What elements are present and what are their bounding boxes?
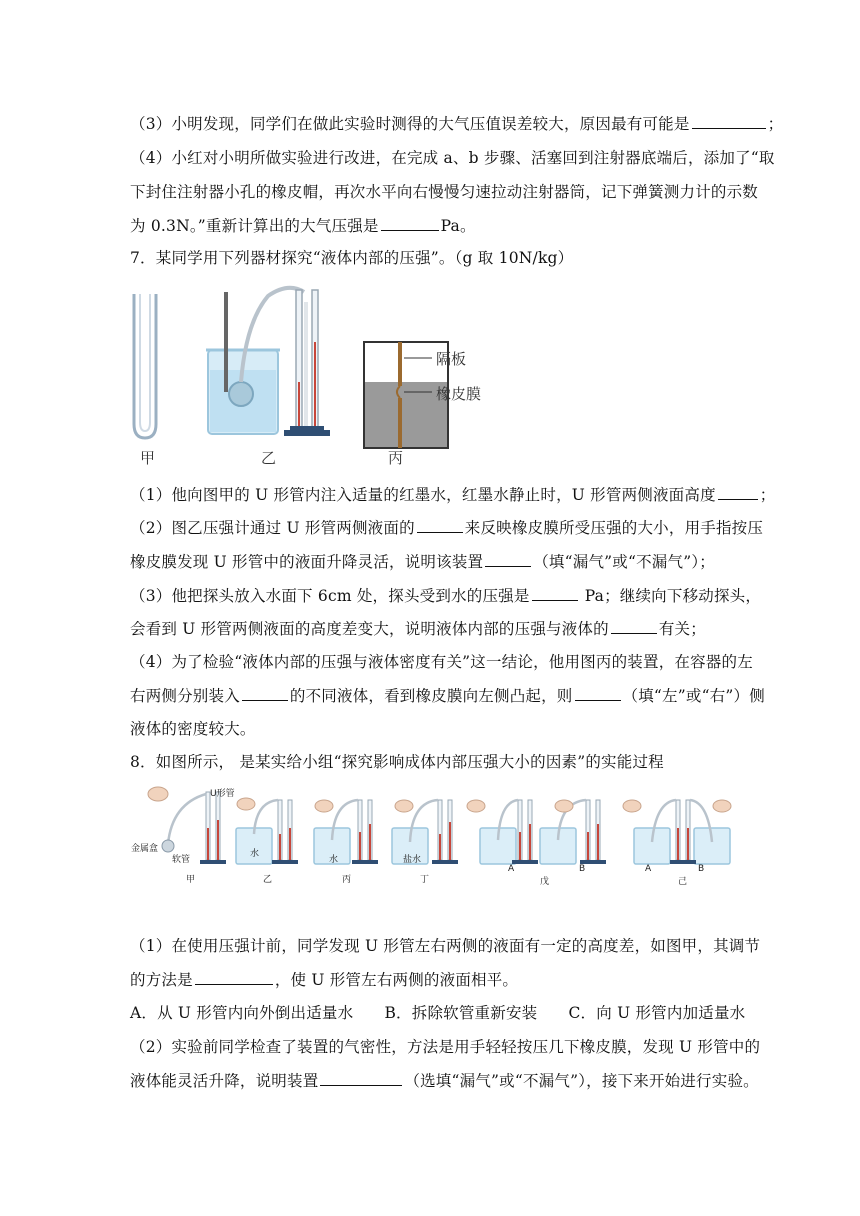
q7-part4-line1: （4）为了检验“液体内部的压强与液体密度有关”这一结论，他用图丙的装置，在容器的左 bbox=[130, 653, 753, 671]
label-a-wu: A bbox=[508, 864, 515, 874]
answer-blank[interactable] bbox=[611, 617, 657, 634]
caption-ding: 丁 bbox=[420, 875, 430, 885]
answer-blank[interactable] bbox=[320, 1069, 402, 1086]
caption-wu: 戊 bbox=[540, 877, 550, 887]
fig-label-geban: 隔板 bbox=[436, 350, 467, 368]
label-salt-water: 盐水 bbox=[403, 855, 422, 865]
q7-part2-line1: （2）图乙压强计通过 U 形管两侧液面的 来反映橡皮膜所受压强的大小，用手指按压 bbox=[130, 516, 763, 539]
pressure-gauge-yi bbox=[206, 288, 330, 436]
q8-part1-line2: 的方法是 ，使 U 形管左右两侧的液面相平。 bbox=[130, 968, 518, 991]
q7-part2-line2: 橡皮膜发现 U 形管中的液面升降灵活，说明该装置 （填“漏气”或“不漏气”）； bbox=[130, 550, 715, 573]
q7-part3-line1: （3）他把探头放入水面下 6cm 处，探头受到水的压强是 Pa；继续向下移动探头， bbox=[130, 584, 761, 607]
q6-part4-line1: （4）小红对小明所做实验进行改进，在完成 a、b 步骤、活塞回到注射器底端后，添加了“取 bbox=[130, 149, 775, 167]
q7-part4-line2: 右两侧分别装入 的不同液体，看到橡皮膜向左侧凸起，则 （填“左”或“右”）侧 bbox=[130, 684, 765, 707]
q7-title: 7．某同学用下列器材探究“液体内部的压强”。（g 取 10N/kg） bbox=[130, 249, 574, 267]
label-hose: 软管 bbox=[172, 855, 191, 865]
label-b-wu: B bbox=[579, 864, 586, 874]
q6-part4-line3: 为 0.3N。”重新计算出的大气压强是 Pa。 bbox=[130, 214, 476, 237]
q8-part1-line1: （1）在使用压强计前，同学发现 U 形管左右两侧的液面有一定的高度差，如图甲，其调节 bbox=[130, 937, 761, 955]
label-water-yi: 水 bbox=[250, 849, 260, 859]
caption-ji: 己 bbox=[678, 877, 688, 887]
answer-blank[interactable] bbox=[485, 550, 531, 567]
q6-part4-line2: 下封住注射器小孔的橡皮帽，再次水平向右慢慢匀速拉动注射器筒，记下弹簧测力计的示数 bbox=[130, 183, 759, 201]
q7-figure bbox=[128, 282, 488, 472]
answer-blank[interactable] bbox=[718, 483, 758, 500]
answer-blank[interactable] bbox=[381, 214, 439, 231]
label-u-tube: U形管 bbox=[210, 789, 235, 799]
u-tube-jia bbox=[134, 294, 156, 438]
caption-yi: 乙 bbox=[263, 875, 273, 885]
label-metal-box: 金属盒 bbox=[131, 844, 159, 854]
answer-blank[interactable] bbox=[532, 584, 578, 601]
option-a[interactable]: A．从 U 形管内向外倒出适量水 bbox=[130, 1004, 354, 1022]
answer-blank[interactable] bbox=[242, 684, 288, 701]
option-c[interactable]: C．向 U 形管内加适量水 bbox=[568, 1004, 746, 1022]
fig-caption-jia: 甲 bbox=[140, 449, 156, 467]
fig-label-xiangpimo: 橡皮膜 bbox=[436, 385, 482, 403]
answer-blank[interactable] bbox=[417, 516, 463, 533]
fig-caption-yi: 乙 bbox=[261, 449, 277, 467]
q8-title: 8．如图所示， 是某实给小组“探究影响成体内部压强大小的因素”的实能过程 bbox=[130, 753, 664, 771]
label-b-ji: B bbox=[698, 864, 705, 874]
answer-blank[interactable] bbox=[195, 968, 273, 985]
q8-part2-line2: 液体能灵活升降，说明装置 （选填“漏气”或“不漏气”），接下来开始进行实验。 bbox=[130, 1069, 759, 1092]
q8-options bbox=[130, 1002, 745, 1024]
option-b[interactable]: B．拆除软管重新安装 bbox=[384, 1004, 538, 1022]
q8-part2-line1: （2）实验前同学检查了装置的气密性，方法是用手轻轻按压几下橡皮膜，发现 U 形管中的 bbox=[130, 1038, 761, 1056]
answer-blank[interactable] bbox=[575, 684, 621, 701]
label-a-ji: A bbox=[645, 864, 652, 874]
label-water-bing: 水 bbox=[329, 855, 339, 865]
answer-blank[interactable] bbox=[692, 112, 766, 129]
q6-part3: （3）小明发现，同学们在做此实验时测得的大气压值误差较大，原因最有可能是 ； bbox=[130, 112, 783, 135]
caption-jia: 甲 bbox=[186, 875, 196, 885]
caption-bing: 丙 bbox=[342, 875, 352, 885]
fig-caption-bing: 丙 bbox=[388, 449, 404, 467]
q7-part4-line3: 液体的密度较大。 bbox=[130, 720, 256, 738]
q7-part1: （1）他向图甲的 U 形管内注入适量的红墨水，红墨水静止时，U 形管两侧液面高度 ； bbox=[130, 483, 775, 506]
q7-part3-line2: 会看到 U 形管两侧液面的高度差变大，说明液体内部的压强与液体的 有关； bbox=[130, 617, 706, 640]
